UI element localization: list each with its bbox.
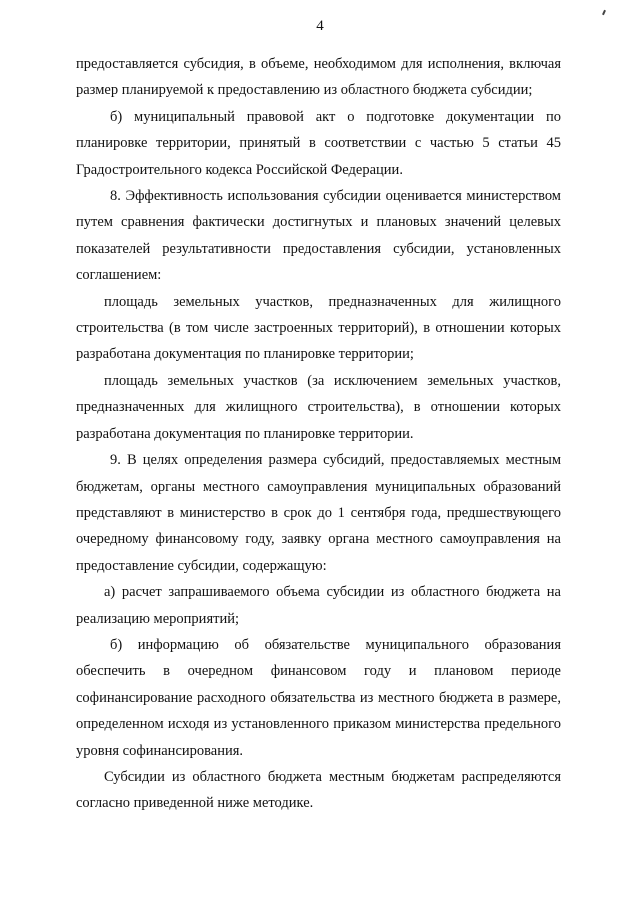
page-number: 4 (316, 18, 324, 34)
paragraph-item-b: б) муниципальный правовой акт о подготовке документации по планировке территории, принятый в соответствии с частью 5 статьи 45 Градостроительного кодекса Российской Федерации. (76, 108, 561, 178)
scan-mark (602, 10, 606, 15)
paragraph-distribution: Субсидии из областного бюджета местным бюджетам распределяются согласно приведенной ниже методике. (76, 768, 561, 812)
paragraph-indicator-1: площадь земельных участков, предназначенных для жилищного строительства (в том числе застроенных территорий), в отношении которых разработана документация по планировке территории; (76, 293, 561, 363)
paragraph-item-b-obligation: б) информацию об обязательстве муниципального образования обеспечить в очередном финансовом году и плановом периоде софинансирование расходного обязательства из местного бюджета в размере, определенном исходя из установленного приказом министерства предельного уровня софинансирования. (76, 636, 561, 759)
paragraph-item-a: а) расчет запрашиваемого объема субсидии из областного бюджета на реализацию мероприятий; (76, 584, 561, 627)
document-body (76, 51, 561, 817)
paragraph-section-8: 8. Эффективность использования субсидии оценивается министерством путем сравнения фактически достигнутых и плановых значений целевых показателей результативности предоставления субсидии, установленных соглашением: (76, 188, 561, 284)
paragraph-indicator-2: площадь земельных участков (за исключением земельных участков, предназначенных для жилищного строительства), в отношении которых разработана документация по планировке территории. (76, 372, 561, 442)
paragraph-continuation: предоставляется субсидия, в объеме, необходимом для исполнения, включая размер планируемой к предоставлению из областного бюджета субсидии; (76, 56, 561, 99)
paragraph-section-9: 9. В целях определения размера субсидий, предоставляемых местным бюджетам, органы местного самоуправления муниципальных образований представляют в министерство в срок до 1 сентября года, предшествующего очередному финансовому году, заявку органа местного самоуправления на предоставление субсидии, содержащую: (76, 452, 561, 574)
